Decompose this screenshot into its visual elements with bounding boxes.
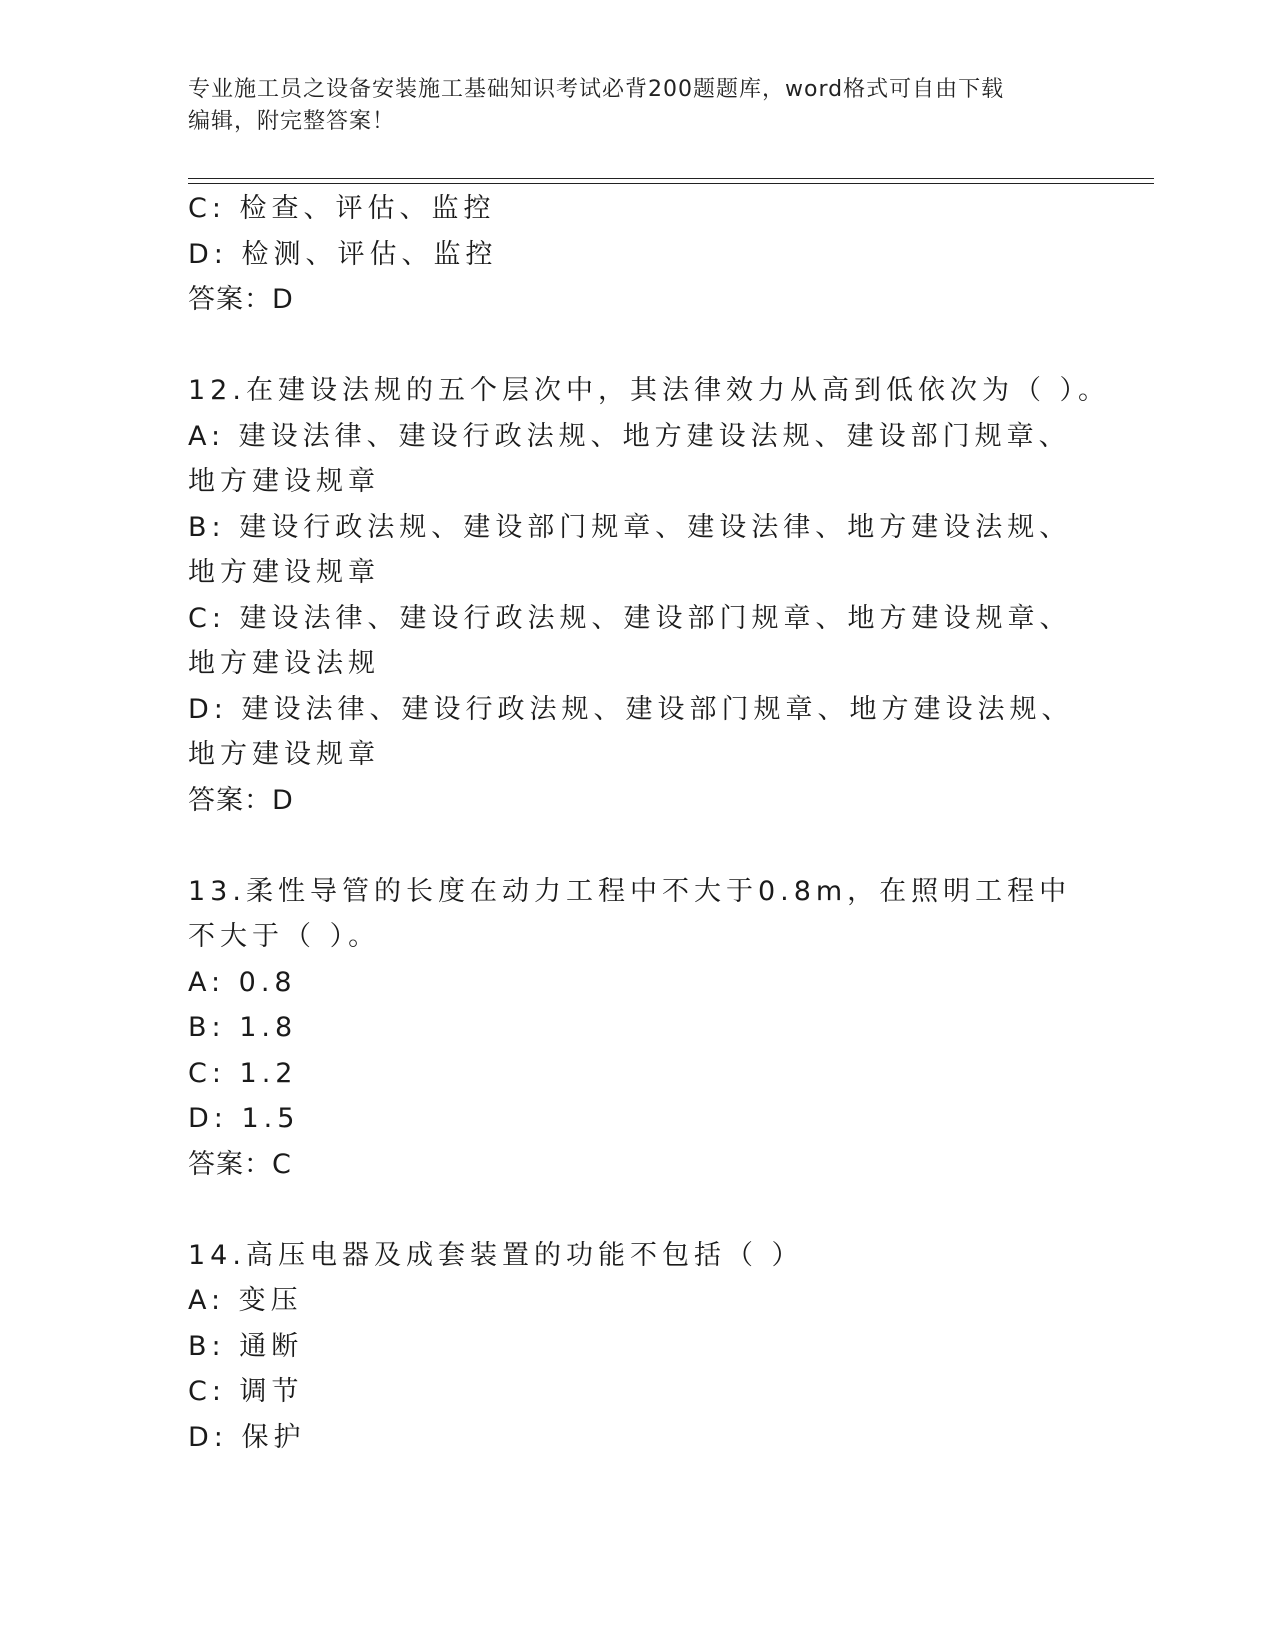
q13-option-d: D: 1.5 xyxy=(188,1103,300,1134)
q13-option-c: C: 1.2 xyxy=(188,1057,298,1089)
q11-option-c: C: 检查、评估、监控 xyxy=(188,193,496,224)
q13-option-a: A: 0.8 xyxy=(188,966,297,998)
q14-option-a: A: 变压 xyxy=(188,1285,303,1316)
document-body xyxy=(188,186,1111,1460)
q13-answer: 答案：C xyxy=(188,1148,292,1180)
header-rule-top xyxy=(188,178,1154,179)
spacer xyxy=(188,1187,1088,1233)
q12-stem: 12.在建设法规的五个层次中，其法律效力从高到低依次为（ ）。 xyxy=(188,375,1111,406)
q13-stem: 13.柔性导管的长度在动力工程中不大于0.8m，在照明工程中不大于（ ）。 xyxy=(188,875,1072,952)
spacer xyxy=(188,323,1088,369)
q12-answer: 答案：D xyxy=(188,784,294,816)
q12-option-c: C: 建设法律、建设行政法规、建设部门规章、地方建设规章、地方建设法规 xyxy=(188,602,1072,679)
q12-option-a: A: 建设法律、建设行政法规、地方建设法规、建设部门规章、地方建设规章 xyxy=(188,420,1071,497)
q14-option-d: D: 保护 xyxy=(188,1421,306,1453)
q14-option-c: C: 调节 xyxy=(188,1376,304,1407)
q11-option-d: D: 检测、评估、监控 xyxy=(188,238,498,270)
header-title-line-2: 编辑，附完整答案！ xyxy=(188,109,396,134)
q11-answer: 答案：D xyxy=(188,284,294,315)
q12-option-d: D: 建设法律、建设行政法规、建设部门规章、地方建设法规、地方建设规章 xyxy=(188,693,1074,770)
q14-option-b: B: 通断 xyxy=(188,1330,304,1362)
q14-stem: 14.高压电器及成套装置的功能不包括（ ） xyxy=(188,1239,804,1271)
q12-option-b: B: 建设行政法规、建设部门规章、建设法律、地方建设法规、地方建设规章 xyxy=(188,511,1072,588)
header-title-line-1: 专业施工员之设备安装施工基础知识考试必背200题题库，word格式可自由下载 xyxy=(188,77,1005,102)
spacer xyxy=(188,823,1088,869)
document-header xyxy=(188,74,1088,138)
header-rule-bottom xyxy=(188,183,1154,184)
q13-option-b: B: 1.8 xyxy=(188,1012,298,1043)
